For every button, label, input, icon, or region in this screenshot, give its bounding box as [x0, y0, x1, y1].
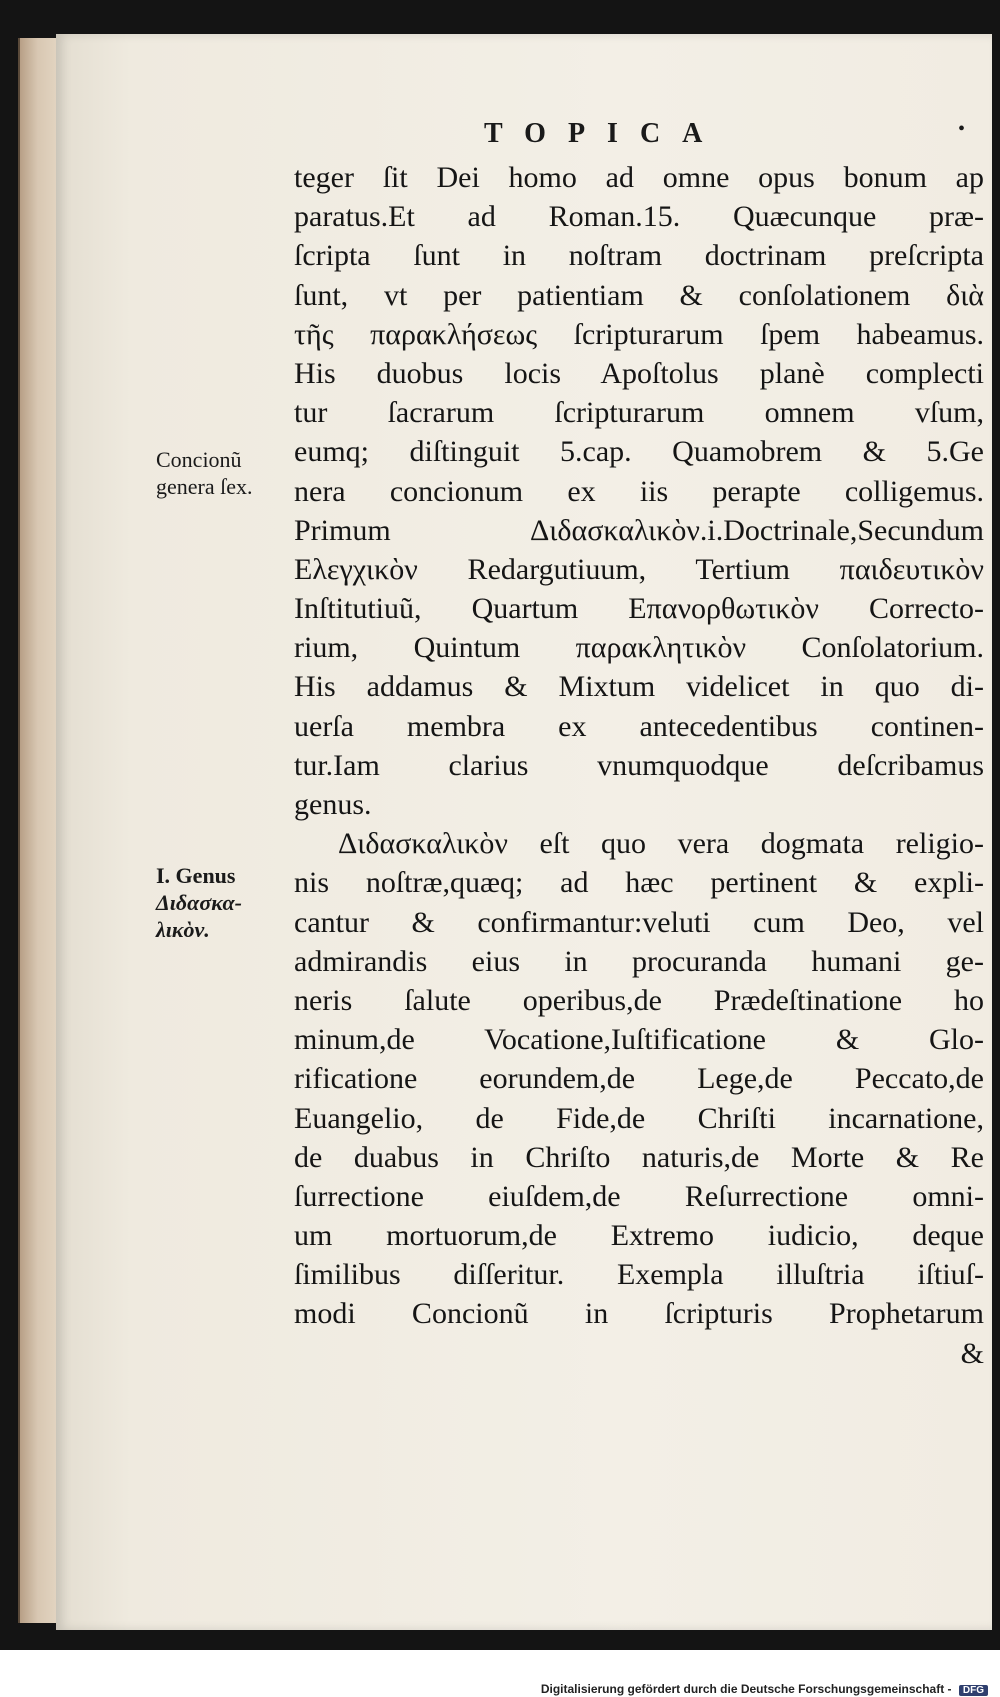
- text-line: Primum Διδασκαλικὸν.i.Doctrinale,Secundum: [294, 513, 984, 547]
- text-line: nera concionum ex iis perapte colligemus.: [294, 474, 984, 508]
- text-line: tur ſacrarum ſcripturarum omnem vſum,: [294, 396, 984, 430]
- text-line: rificatione eorundem,de Lege,de Peccato,de: [294, 1062, 984, 1096]
- text-line: ſimilibus diſſeritur. Exempla illuſtria iſtiuſ-: [294, 1258, 984, 1292]
- margin-note-line: Διδασκα-: [156, 890, 242, 915]
- text-line: de duabus in Chriſto naturis,de Morte & Re: [294, 1140, 984, 1174]
- text-line: His addamus & Mixtum videlicet in quo di-: [294, 670, 984, 704]
- text-line: Διδασκαλικὸν eſt quo vera dogmata religio-: [338, 827, 984, 861]
- margin-note-sermon-kinds: [156, 446, 288, 500]
- text-line: minum,de Vocatione,Iuſtificatione & Glo-: [294, 1023, 984, 1057]
- margin-note-line: genera ſex.: [156, 474, 253, 499]
- text-line: His duobus locis Apoſtolus planè complecti: [294, 356, 984, 390]
- funding-credit: [541, 1682, 988, 1696]
- text-line: modi Concionũ in ſcripturis Prophetarum: [294, 1297, 984, 1331]
- running-head: TOPICA: [484, 118, 725, 149]
- text-line: cantur & confirmantur:veluti cum Deo, vel: [294, 905, 984, 939]
- text-line: ſcripta ſunt in noſtram doctrinam preſcripta: [294, 239, 984, 273]
- text-line: uerſa membra ex antecedentibus continen-: [294, 709, 984, 743]
- text-line: um mortuorum,de Extremo iudicio, deque: [294, 1219, 984, 1253]
- text-line: Inſtitutiuũ, Quartum Επανορθωτικὸν Correcto-: [294, 592, 984, 626]
- text-line: tur.Iam clarius vnumquodque deſcribamus: [294, 748, 984, 782]
- funding-credit-text: Digitalisierung gefördert durch die Deutsche Forschungsgemeinschaft -: [540, 1682, 952, 1696]
- dfg-logo-icon: DFG: [959, 1685, 988, 1696]
- catchword: &: [960, 1336, 984, 1370]
- margin-note-first-genus: [156, 862, 288, 943]
- text-line: τῆς παρακλήσεως ſcripturarum ſpem habeamus.: [294, 317, 984, 351]
- text-line: Euangelio, de Fide,de Chriſti incarnatione,: [294, 1101, 984, 1135]
- margin-note-line: λικὸν.: [156, 917, 210, 942]
- margin-note-line: Concionũ: [156, 447, 242, 472]
- margin-note-line: I. Genus: [156, 863, 236, 888]
- text-line: rium, Quintum παρακλητικὸν Conſolatorium.: [294, 631, 984, 665]
- text-line: ſunt, vt per patientiam & conſolationem διὰ: [294, 278, 984, 312]
- text-line: neris ſalute operibus,de Prædeſtinatione ho: [294, 983, 984, 1017]
- running-head-mark: •: [958, 118, 966, 140]
- text-line: ſurrectione eiuſdem,de Reſurrectione omni-: [294, 1179, 984, 1213]
- text-line: paratus.Et ad Roman.15. Quæcunque præ-: [294, 200, 984, 234]
- body-text: [294, 158, 984, 1373]
- text-line: teger ſit Dei homo ad omne opus bonum ap: [294, 161, 984, 194]
- text-line: Ελεγχικὸν Redargutiuum, Tertium παιδευτικὸν: [294, 552, 984, 586]
- text-line: nis noſtræ,quæq; ad hæc pertinent & expli-: [294, 866, 984, 900]
- text-line: eumq; diſtinguit 5.cap. Quamobrem & 5.Ge: [294, 435, 984, 469]
- text-line: genus.: [294, 788, 372, 821]
- text-line: admirandis eius in procuranda humani ge-: [294, 944, 984, 978]
